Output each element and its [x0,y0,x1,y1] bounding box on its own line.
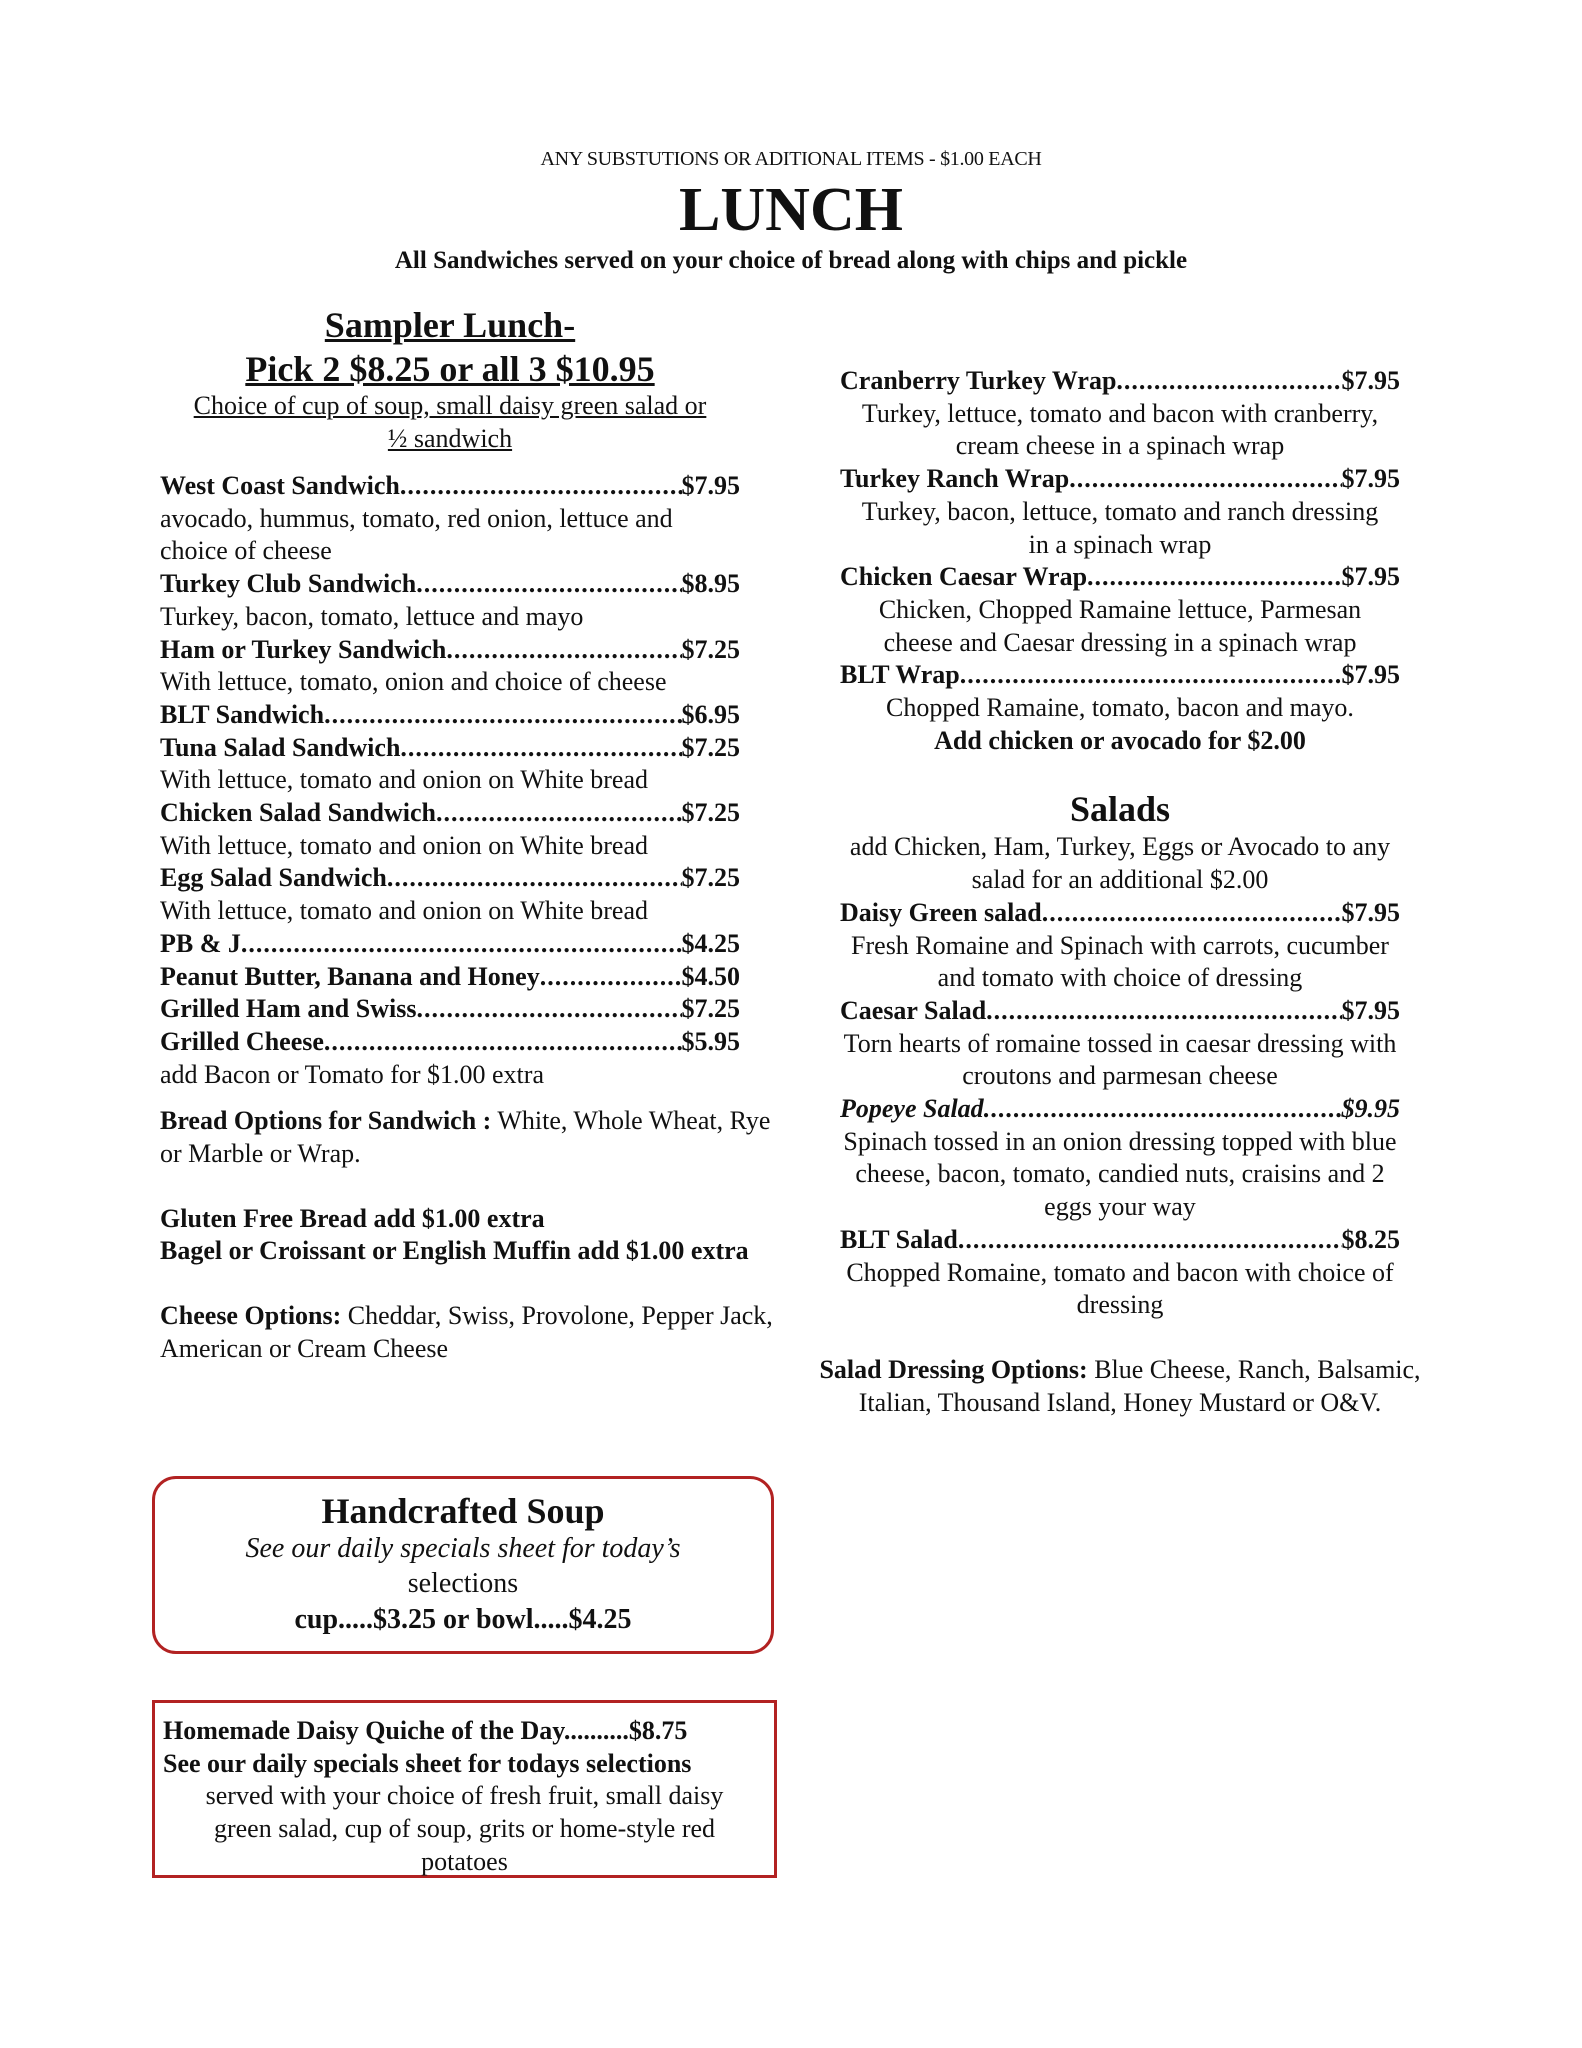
menu-item [800,365,1440,463]
menu-item-leader [241,928,682,961]
menu-item-name: Peanut Butter, Banana and Honey [160,961,540,991]
page-subtitle: All Sandwiches served on your choice of bread along with chips and pickle [394,247,1188,274]
menu-item-desc: Turkey, bacon, lettuce, tomato and ranch dressing [861,496,1379,526]
menu-item-name: Daisy Green salad [840,897,1042,927]
menu-item-leader [324,699,681,732]
menu-item-leader [986,995,1341,1028]
menu-item-leader [1087,561,1341,594]
sandwich-list [160,470,782,1091]
menu-item-desc: With lettuce, tomato, onion and choice of cheese [160,667,667,697]
quiche-line2: See our daily specials sheet for todays selections [163,1748,692,1778]
sampler-subtext [160,389,740,455]
quiche-title [163,1715,766,1748]
menu-item-name: Caesar Salad [840,995,987,1025]
menu-item-leader [1069,463,1341,496]
menu-item-name: Popeye Salad [840,1094,984,1124]
salads-heading: Salads [1069,789,1171,830]
menu-item-desc: choice of cheese [160,536,332,566]
menu-item-line [160,961,740,994]
menu-item-leader [324,1026,682,1059]
menu-item-name: Grilled Ham and Swiss [160,994,417,1024]
wraps-salads-column [800,365,1440,1419]
menu-item [160,470,782,568]
sampler-sub1: Choice of cup of soup, small daisy green salad or [193,391,707,420]
sampler-line2: Pick 2 $8.25 or all 3 $10.95 [245,349,655,389]
menu-item-name: Grilled Cheese [160,1026,324,1056]
bagel-note: Bagel or Croissant or English Muffin add $1.00 extra [160,1236,749,1266]
menu-item-name: Tuna Salad Sandwich [160,732,401,762]
menu-item-price: $7.95 [1341,562,1400,592]
menu-item [160,797,782,862]
dressing-options-label: Salad Dressing Options: [819,1354,1088,1384]
sampler-line1: Sampler Lunch- [324,305,576,345]
menu-item-leader [400,732,681,765]
dressing-options [800,1354,1440,1419]
menu-item-price: $7.25 [681,798,740,828]
menu-item-price: $7.95 [681,471,740,500]
bread-options-label: Bread Options for Sandwich : [160,1106,492,1136]
menu-item [160,862,782,927]
menu-item [800,995,1440,1093]
menu-item-line [160,1026,740,1059]
menu-item-price: $7.95 [1341,464,1400,494]
menu-item-desc: avocado, hummus, tomato, red onion, lettuce and [160,503,673,533]
menu-item-line [160,732,740,765]
menu-item-name: PB & J [160,928,241,958]
menu-item-name: West Coast Sandwich [160,471,400,500]
salad-list [800,897,1440,1322]
quiche-name: Homemade Daisy Quiche of the Day [163,1716,564,1745]
menu-item-name: BLT Salad [840,1224,958,1254]
menu-item-price: $4.50 [681,961,740,991]
menu-item-name: BLT Wrap [840,660,960,690]
menu-item-desc: cream cheese in a spinach wrap [955,431,1285,461]
menu-item-leader [416,993,681,1026]
cheese-options-text: Cheddar, Swiss, Provolone, Pepper Jack, American or Cream Cheese [160,1301,773,1363]
wrap-list [800,365,1440,725]
salads-intro-2: salad for an additional $2.00 [971,865,1269,895]
menu-item-line [840,365,1400,398]
menu-item-desc: Turkey, bacon, tomato, lettuce and mayo [160,601,584,631]
menu-item [800,1224,1440,1322]
menu-item-price: $7.95 [1341,366,1400,395]
menu-item [160,993,782,1026]
menu-item [800,1093,1440,1224]
menu-item-leader [387,862,682,895]
soup-price: cup.....$3.25 or bowl.....$4.25 [294,1604,632,1635]
menu-item-desc: Fresh Romaine and Spinach with carrots, cucumber [851,930,1389,960]
menu-item-desc: add Bacon or Tomato for $1.00 extra [160,1059,544,1089]
cheese-options-label: Cheese Options: [160,1301,342,1331]
menu-item-line [160,993,740,1026]
menu-item-leader [446,634,681,667]
menu-item-line [840,897,1400,930]
menu-item-name: Turkey Ranch Wrap [840,464,1070,494]
menu-item-price: $4.25 [681,928,740,958]
menu-item-desc: With lettuce, tomato and onion on White bread [160,896,649,926]
sampler-sub2: ½ sandwich [387,424,513,453]
menu-item-line [840,1093,1400,1126]
gluten-free-note: Gluten Free Bread add $1.00 extra [160,1203,545,1233]
quiche-desc-2: green salad, cup of soup, grits or home-style red [213,1814,716,1844]
menu-item-desc: Chicken, Chopped Ramaine lettuce, Parmesan [878,594,1362,624]
soup-title: Handcrafted Soup [321,1491,605,1531]
menu-item-leader [540,961,682,994]
soup-box [152,1476,774,1654]
menu-item-desc: Chopped Romaine, tomato and bacon with choice of [846,1257,1394,1287]
menu-item [160,634,782,699]
soup-desc: See our daily specials sheet for today’s [245,1533,681,1564]
menu-item-price: $7.25 [681,732,740,762]
bread-options [160,1105,782,1170]
soup-desc-2: selections [407,1568,519,1599]
menu-item [160,732,782,797]
cheese-options [160,1300,782,1365]
sampler-heading [160,303,740,391]
menu-item-leader [1116,365,1341,398]
menu-item [160,1026,782,1091]
menu-item [800,561,1440,659]
menu-item-price: $8.25 [1341,1224,1400,1254]
menu-item-desc: dressing [1076,1290,1164,1320]
menu-item-leader [400,470,682,503]
menu-item-leader [984,1093,1342,1126]
menu-item [800,659,1440,724]
quiche-desc-3: potatoes [421,1846,508,1876]
menu-item-line [160,634,740,667]
menu-item-name: BLT Sandwich [160,699,325,729]
menu-item-desc: With lettuce, tomato and onion on White bread [160,830,649,860]
menu-item-leader [958,1224,1342,1257]
menu-item-desc: Torn hearts of romaine tossed in caesar dressing with [843,1028,1397,1058]
menu-item-price: $8.95 [681,569,740,599]
menu-item-name: Cranberry Turkey Wrap [840,366,1117,395]
menu-item-line [840,1224,1400,1257]
sandwich-column [160,470,782,1366]
menu-item-name: Chicken Caesar Wrap [840,562,1088,592]
menu-item-desc: With lettuce, tomato and onion on White bread [160,765,649,795]
menu-item-line [840,659,1400,692]
menu-item-line [160,568,740,601]
quiche-desc-1: served with your choice of fresh fruit, small daisy [205,1781,724,1811]
page-title: LUNCH [679,176,903,244]
menu-item-desc: Turkey, lettuce, tomato and bacon with cranberry, [861,398,1379,428]
menu-item-line [840,463,1400,496]
menu-item-line [160,470,740,503]
menu-item-name: Egg Salad Sandwich [160,863,387,893]
menu-item-desc: and tomato with choice of dressing [937,963,1303,993]
menu-item-desc: eggs your way [1044,1192,1196,1222]
menu-item-desc: croutons and parmesan cheese [962,1061,1278,1091]
salads-intro-1: add Chicken, Ham, Turkey, Eggs or Avocado to any [849,832,1391,862]
substitution-notice: ANY SUBSTUTIONS OR ADITIONAL ITEMS - $1.00 EACH [540,148,1042,170]
menu-item-desc: in a spinach wrap [1028,529,1212,559]
menu-item-price: $7.25 [681,994,740,1024]
menu-item-leader [1042,897,1342,930]
menu-item-desc: cheese and Caesar dressing in a spinach wrap [883,627,1357,657]
menu-item-leader [436,797,682,830]
menu-item-name: Turkey Club Sandwich [160,569,417,599]
menu-item-line [160,699,740,732]
dressing-options-text: Blue Cheese, Ranch, Balsamic, Italian, Thousand Island, Honey Mustard or O&V. [858,1354,1421,1417]
menu-item-name: Ham or Turkey Sandwich [160,634,447,664]
menu-item-price: $7.95 [1341,995,1400,1025]
menu-item-leader [416,568,681,601]
menu-item [800,897,1440,995]
menu-item-desc: Chopped Ramaine, tomato, bacon and mayo. [886,693,1354,723]
menu-item [800,463,1440,561]
menu-item-price: $7.25 [681,634,740,664]
menu-item-price: $9.95 [1341,1094,1400,1124]
quiche-dots: .......... [563,1716,629,1745]
menu-item-name: Chicken Salad Sandwich [160,798,436,828]
menu-item-desc: Spinach tossed in an onion dressing topped with blue [843,1126,1397,1156]
menu-item-price: $7.25 [681,863,740,893]
bread-options-text: White, Whole Wheat, Rye or Marble or Wrap. [160,1106,771,1169]
menu-item-line [840,995,1400,1028]
menu-item-desc: cheese, bacon, tomato, candied nuts, craisins and 2 [855,1159,1385,1189]
menu-item-price: $7.95 [1341,897,1400,927]
menu-item [160,961,782,994]
menu-item [160,568,782,633]
menu-item-price: $6.95 [681,699,740,729]
menu-item-line [840,561,1400,594]
quiche-price: $8.75 [628,1716,688,1745]
menu-item-leader [960,659,1342,692]
quiche-box [152,1700,777,1878]
menu-item-line [160,862,740,895]
menu-item-price: $7.95 [1341,660,1400,690]
menu-item [160,928,782,961]
menu-item-price: $5.95 [681,1026,740,1056]
menu-item-line [160,928,740,961]
wrap-addon: Add chicken or avocado for $2.00 [934,725,1306,755]
menu-item-line [160,797,740,830]
menu-item [160,699,782,732]
